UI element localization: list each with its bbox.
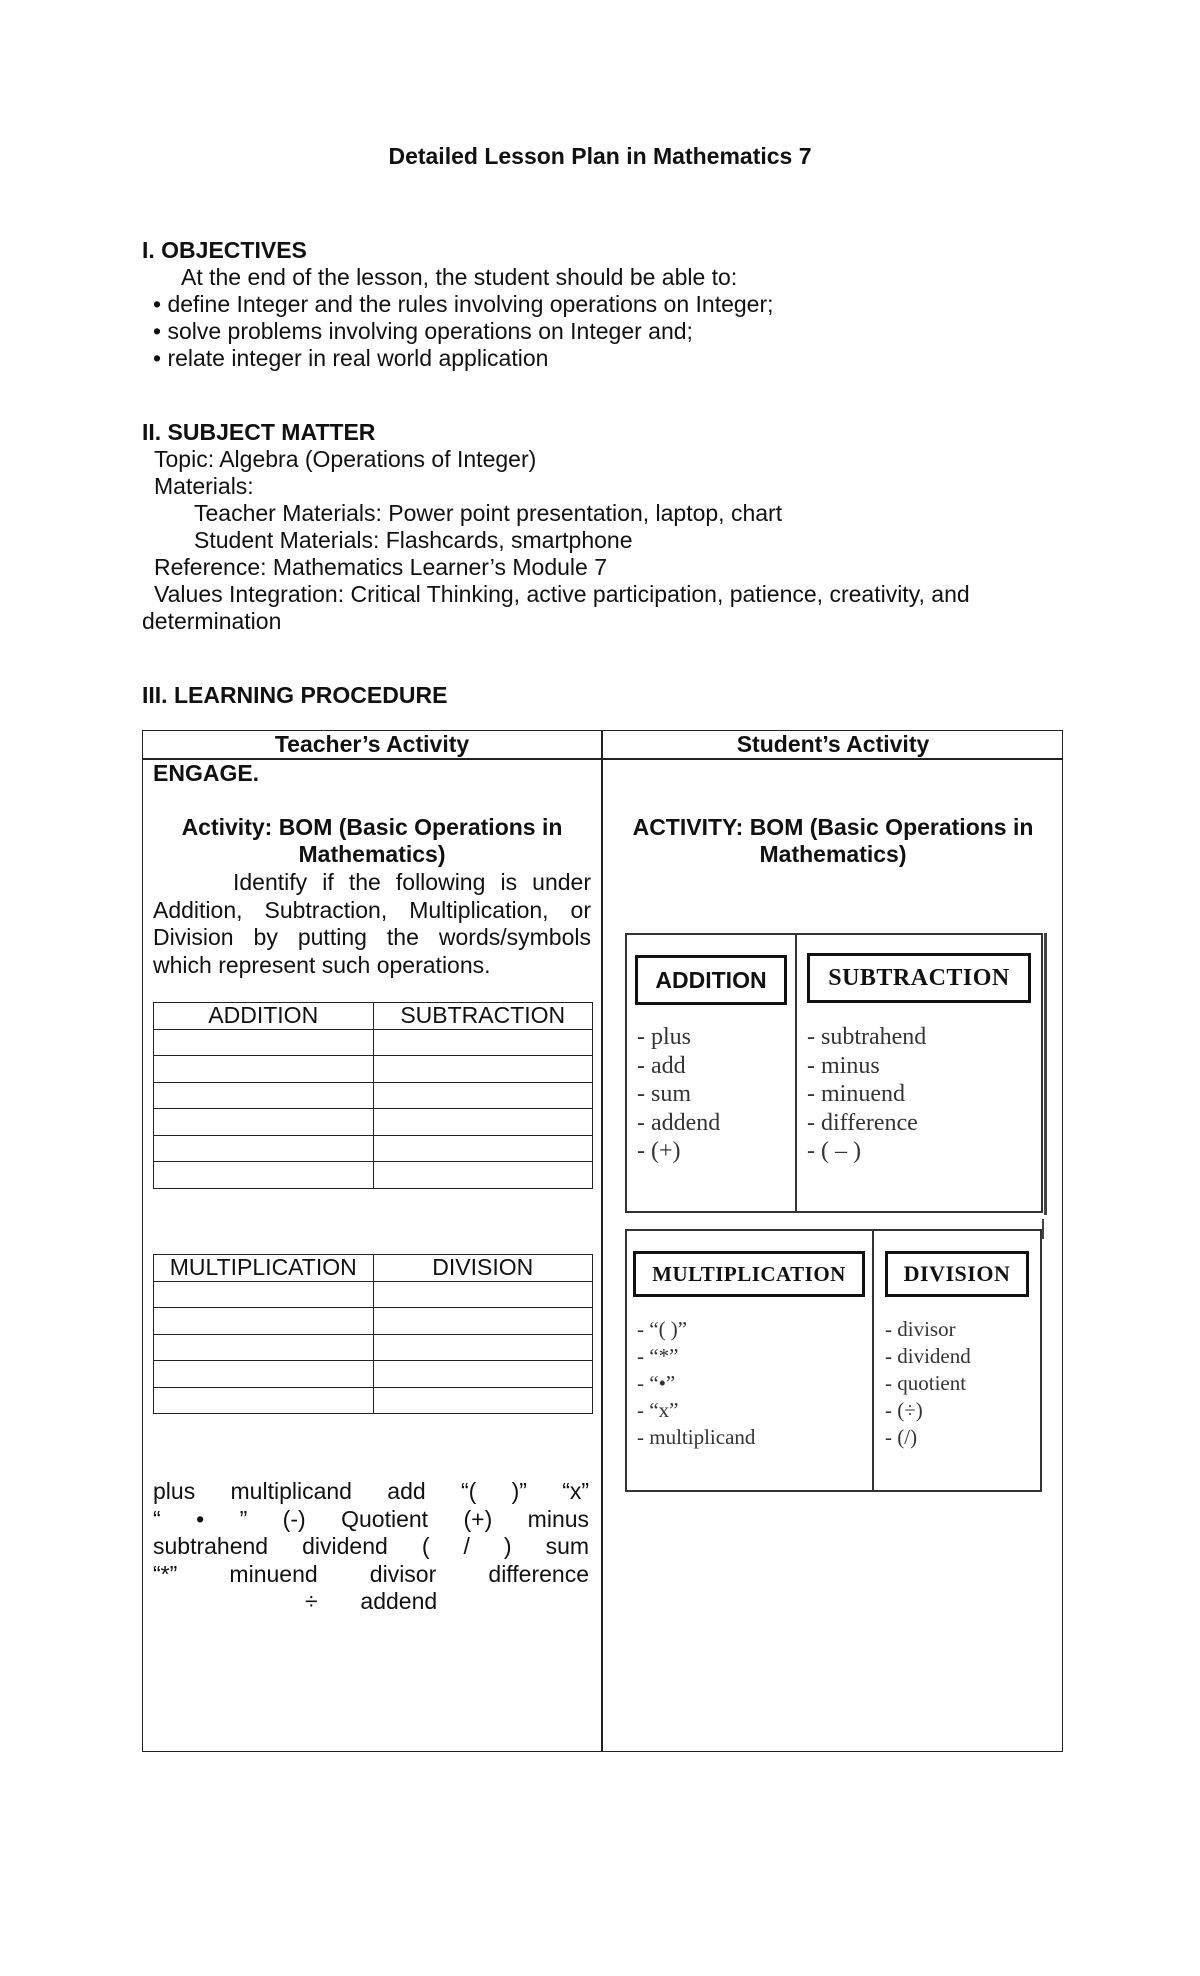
answer-cell[interactable] [373, 1109, 593, 1136]
multiplication-division-table [153, 1254, 593, 1414]
multiplication-header: MULTIPLICATION [154, 1255, 374, 1282]
answer-item: - (+) [637, 1138, 681, 1164]
word: multiplicand [230, 1478, 352, 1504]
student-activity-title: ACTIVITY: BOM (Basic Operations in Mathematics) [632, 814, 1034, 867]
word: “ • ” [153, 1505, 248, 1532]
word: ( / ) [421, 1533, 512, 1559]
word: plus [153, 1478, 196, 1504]
answer-cell[interactable] [154, 1056, 374, 1083]
word: divisor [369, 1560, 437, 1587]
answer-cell[interactable] [154, 1308, 374, 1335]
subtraction-label: SUBTRACTION [807, 953, 1031, 1003]
answer-item: - dividend [885, 1344, 971, 1368]
answer-item: - difference [807, 1109, 918, 1136]
subject-matter-heading: II. SUBJECT MATTER [142, 419, 376, 445]
student-materials: Student Materials: Flashcards, smartphone [194, 527, 633, 553]
word: sum [545, 1533, 590, 1559]
answer-item: - divisor [885, 1317, 956, 1341]
answer-cell[interactable] [154, 1135, 374, 1162]
answer-cell[interactable] [373, 1082, 593, 1109]
answer-cell[interactable] [373, 1334, 593, 1361]
answer-item: - ( – ) [807, 1138, 861, 1164]
answer-item: - “( )” [637, 1317, 688, 1341]
word: “*” [153, 1560, 178, 1587]
activity-instructions: Identify if the following is under Addition, Subtraction, Multiplication, or Division by putting the words/symbols which represent such operations. [153, 869, 591, 978]
word-bank-line [153, 1588, 589, 1616]
word-bank-line [153, 1561, 589, 1589]
answer-item: - multiplicand [637, 1425, 756, 1449]
answer-cell[interactable] [373, 1029, 593, 1056]
answer-cell[interactable] [154, 1109, 374, 1136]
image-divider [872, 1231, 874, 1490]
subtraction-header: SUBTRACTION [373, 1003, 593, 1030]
multiplication-items [637, 1316, 755, 1451]
answer-cell[interactable] [373, 1361, 593, 1388]
word: “( )” [460, 1478, 527, 1504]
answer-cell[interactable] [373, 1387, 593, 1414]
answer-cell[interactable] [154, 1281, 374, 1308]
answer-item: - subtrahend [807, 1024, 927, 1050]
topic-line: Topic: Algebra (Operations of Integer) [154, 446, 537, 472]
multiplication-label: MULTIPLICATION [633, 1251, 865, 1297]
reference-line: Reference: Mathematics Learner’s Module 7 [154, 554, 607, 580]
answer-cell[interactable] [373, 1135, 593, 1162]
word: dividend [302, 1533, 388, 1559]
addition-label: ADDITION [635, 955, 787, 1005]
values-integration-line: Values Integration: Critical Thinking, active participation, patience, creativity, and [154, 581, 970, 607]
division-header: DIVISION [373, 1255, 593, 1282]
answer-item: - add [637, 1052, 686, 1079]
answer-item: - minuend [807, 1081, 905, 1107]
word: add [387, 1478, 426, 1504]
answer-item: - sum [637, 1081, 691, 1107]
objectives-intro: At the end of the lesson, the student should be able to: [181, 264, 738, 290]
addition-header: ADDITION [154, 1003, 374, 1030]
teacher-activity-title: Activity: BOM (Basic Operations in Mathematics) [181, 814, 563, 867]
answer-item: - (÷) [885, 1398, 923, 1422]
header-divider [143, 758, 1062, 760]
image-edge [1044, 933, 1047, 1215]
answer-item: - (/) [885, 1425, 918, 1449]
word: Quotient [341, 1505, 429, 1532]
answer-item: - quotient [885, 1371, 967, 1395]
answer-cell[interactable] [154, 1029, 374, 1056]
objective-item: • solve problems involving operations on Integer and; [153, 318, 693, 344]
answer-item: - “•” [637, 1371, 676, 1395]
answer-item: - “x” [637, 1398, 679, 1422]
answer-cell[interactable] [154, 1361, 374, 1388]
word: (-) [282, 1505, 306, 1532]
image-divider [795, 935, 797, 1211]
word-bank-line [153, 1478, 589, 1506]
word-bank-line [153, 1533, 589, 1561]
word: addend [360, 1588, 438, 1614]
answer-item: - minus [807, 1052, 880, 1079]
student-activity-header: Student’s Activity [736, 731, 930, 757]
column-divider [601, 731, 603, 1751]
word-bank [153, 1478, 589, 1616]
division-label: DIVISION [885, 1251, 1029, 1297]
objective-item: • relate integer in real world application [153, 345, 549, 371]
word: (+) [463, 1505, 493, 1532]
word: difference [488, 1560, 589, 1587]
addition-items [637, 1023, 720, 1166]
word: “x” [562, 1478, 590, 1504]
answer-cell[interactable] [373, 1281, 593, 1308]
word: ÷ [305, 1588, 318, 1614]
teacher-materials: Teacher Materials: Power point presentation, laptop, chart [194, 500, 783, 526]
answer-cell[interactable] [154, 1082, 374, 1109]
addition-subtraction-answer-image [625, 933, 1043, 1213]
word: subtrahend [153, 1533, 269, 1559]
word: minuend [229, 1560, 318, 1587]
answer-cell[interactable] [154, 1387, 374, 1414]
procedure-table [142, 730, 1063, 1752]
subtraction-items [807, 1023, 926, 1166]
answer-cell[interactable] [373, 1162, 593, 1189]
word-bank-line [153, 1506, 589, 1534]
objective-item: • define Integer and the rules involving operations on Integer; [153, 291, 774, 317]
learning-procedure-heading: III. LEARNING PROCEDURE [142, 682, 448, 708]
addition-subtraction-table [153, 1002, 593, 1189]
division-items [885, 1316, 971, 1451]
answer-item: - plus [637, 1024, 691, 1050]
answer-cell[interactable] [373, 1308, 593, 1335]
answer-cell[interactable] [154, 1162, 374, 1189]
word: minus [527, 1505, 590, 1532]
objectives-heading: I. OBJECTIVES [142, 237, 307, 263]
answer-item: - addend [637, 1109, 721, 1136]
engage-label: ENGAGE. [153, 760, 260, 786]
teacher-activity-header: Teacher’s Activity [274, 731, 470, 757]
materials-label: Materials: [154, 473, 254, 499]
document-title: Detailed Lesson Plan in Mathematics 7 [388, 143, 812, 169]
answer-cell[interactable] [373, 1056, 593, 1083]
multiplication-division-answer-image [625, 1229, 1042, 1492]
answer-cell[interactable] [154, 1334, 374, 1361]
image-edge [1042, 1219, 1044, 1239]
answer-item: - “*” [637, 1344, 679, 1368]
values-integration-cont: determination [142, 608, 282, 634]
